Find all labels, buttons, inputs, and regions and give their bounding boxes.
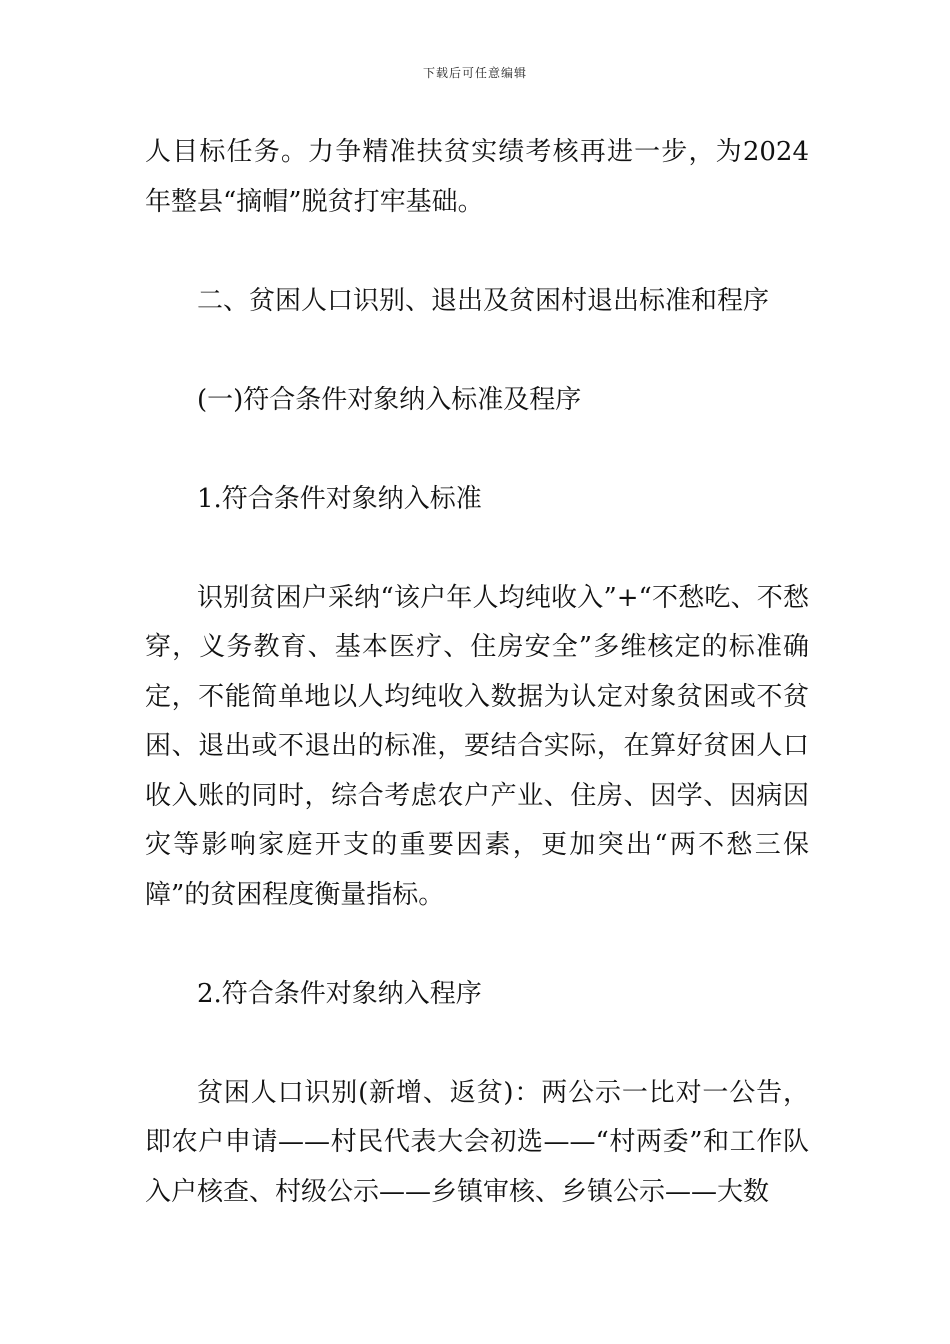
- item-heading-1: 1.符合条件对象纳入标准: [197, 483, 482, 514]
- section-heading-2: 二、贫困人口识别、退出及贫困村退出标准和程序: [197, 285, 770, 316]
- item-heading-2: 2.符合条件对象纳入程序: [197, 978, 482, 1009]
- paragraph-gap: [145, 920, 809, 970]
- paragraph-gap: [145, 425, 809, 475]
- paragraph-gap: [145, 1019, 809, 1069]
- paragraph-gap: [145, 524, 809, 574]
- document-body: [145, 128, 809, 1217]
- paragraph-identification-standard: 识别贫困户采纳“该户年人均纯收入”+“不愁吃、不愁穿，义务教育、基本医疗、住房安全”多维核定的标准确定，不能简单地以人均纯收入数据为认定对象贫困或不贫困、退出或不退出的标准，要结合实际，在算好贫困人口收入账的同时，综合考虑农户产业、住房、因学、因病因灾等影响家庭开支的重要因素，更加突出“两不愁三保障”的贫困程度衡量指标。: [145, 582, 809, 910]
- paragraph-identification-procedure: 贫困人口识别(新增、返贫)：两公示一比对一公告，即农户申请——村民代表大会初选——“村两委”和工作队入户核查、村级公示——乡镇审核、乡镇公示——大数: [145, 1077, 809, 1207]
- page-header-note: 下载后可任意编辑: [422, 66, 527, 80]
- paragraph-gap: [145, 326, 809, 376]
- subsection-heading-1: (一)符合条件对象纳入标准及程序: [197, 384, 582, 415]
- paragraph-gap: [145, 227, 809, 277]
- paragraph-continuation: 人目标任务。力争精准扶贫实绩考核再进一步，为2024年整县“摘帽”脱贫打牢基础。: [145, 137, 809, 217]
